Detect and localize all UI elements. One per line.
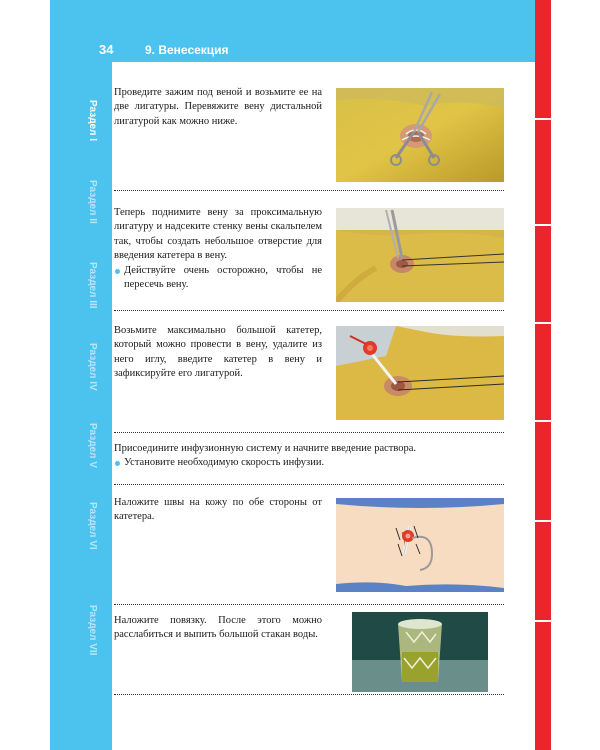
step-separator xyxy=(114,694,504,695)
step-4-text: Присоедините инфузионную систему и начните введение раствора. xyxy=(114,443,417,454)
step-2 xyxy=(114,206,322,292)
step-6-text: Наложите повязку. После этого можно расслабиться и выпить большой стакан воды. xyxy=(114,615,322,641)
step-4 xyxy=(114,442,504,471)
step-separator xyxy=(114,604,504,605)
edge-divider xyxy=(535,620,551,622)
edge-divider xyxy=(535,520,551,522)
page-number: 34 xyxy=(99,42,114,57)
illustration-skin-sutures xyxy=(336,498,504,592)
step-3 xyxy=(114,324,322,382)
step-5 xyxy=(114,496,322,525)
section-tab-6[interactable]: Раздел VI xyxy=(87,502,98,550)
step-separator xyxy=(114,310,504,311)
edge-divider xyxy=(535,224,551,226)
photo-catheter-insertion xyxy=(336,326,504,420)
step-1 xyxy=(114,86,322,129)
section-tab-3[interactable]: Раздел III xyxy=(87,262,98,309)
section-tab-5[interactable]: Раздел V xyxy=(87,423,98,468)
photo-clamp-under-vein xyxy=(336,88,504,182)
edge-divider xyxy=(535,420,551,422)
step-4-bullet: Установите необходимую скорость инфузии. xyxy=(114,456,504,470)
step-3-text: Возьмите максимально большой катетер, который можно провести в вену, удалите из него иглу, введите катетер в вену и зафиксируйте его лигатурой. xyxy=(114,325,322,380)
step-2-text: Теперь поднимите вену за проксимальную лигатуру и надсеките стенку вены скальпелем так, чтобы создать небольшое отверстие для введения катетера в вену. xyxy=(114,207,322,262)
red-edge-strip xyxy=(535,0,551,750)
section-tab-1[interactable]: Раздел I xyxy=(87,100,98,142)
edge-divider xyxy=(535,322,551,324)
section-tab-4[interactable]: Раздел IV xyxy=(87,343,98,391)
step-6 xyxy=(114,614,322,643)
header-bar xyxy=(50,0,535,62)
edge-divider xyxy=(535,118,551,120)
step-1-text: Проведите зажим под веной и возьмите ее на две лигатуры. Перевяжите вену дистальной лигатурой как можно ниже. xyxy=(114,87,322,127)
step-separator xyxy=(114,484,504,485)
photo-vein-incision xyxy=(336,208,504,302)
step-separator xyxy=(114,190,504,191)
section-tab-7[interactable]: Раздел VII xyxy=(87,605,98,656)
step-separator xyxy=(114,432,504,433)
step-2-bullet: Действуйте очень осторожно, чтобы не пересечь вену. xyxy=(114,264,322,293)
chapter-title: 9. Венесекция xyxy=(145,43,229,57)
section-tab-2[interactable]: Раздел II xyxy=(87,180,98,224)
photo-glass-of-water xyxy=(352,612,488,692)
step-5-text: Наложите швы на кожу по обе стороны от катетера. xyxy=(114,497,322,523)
